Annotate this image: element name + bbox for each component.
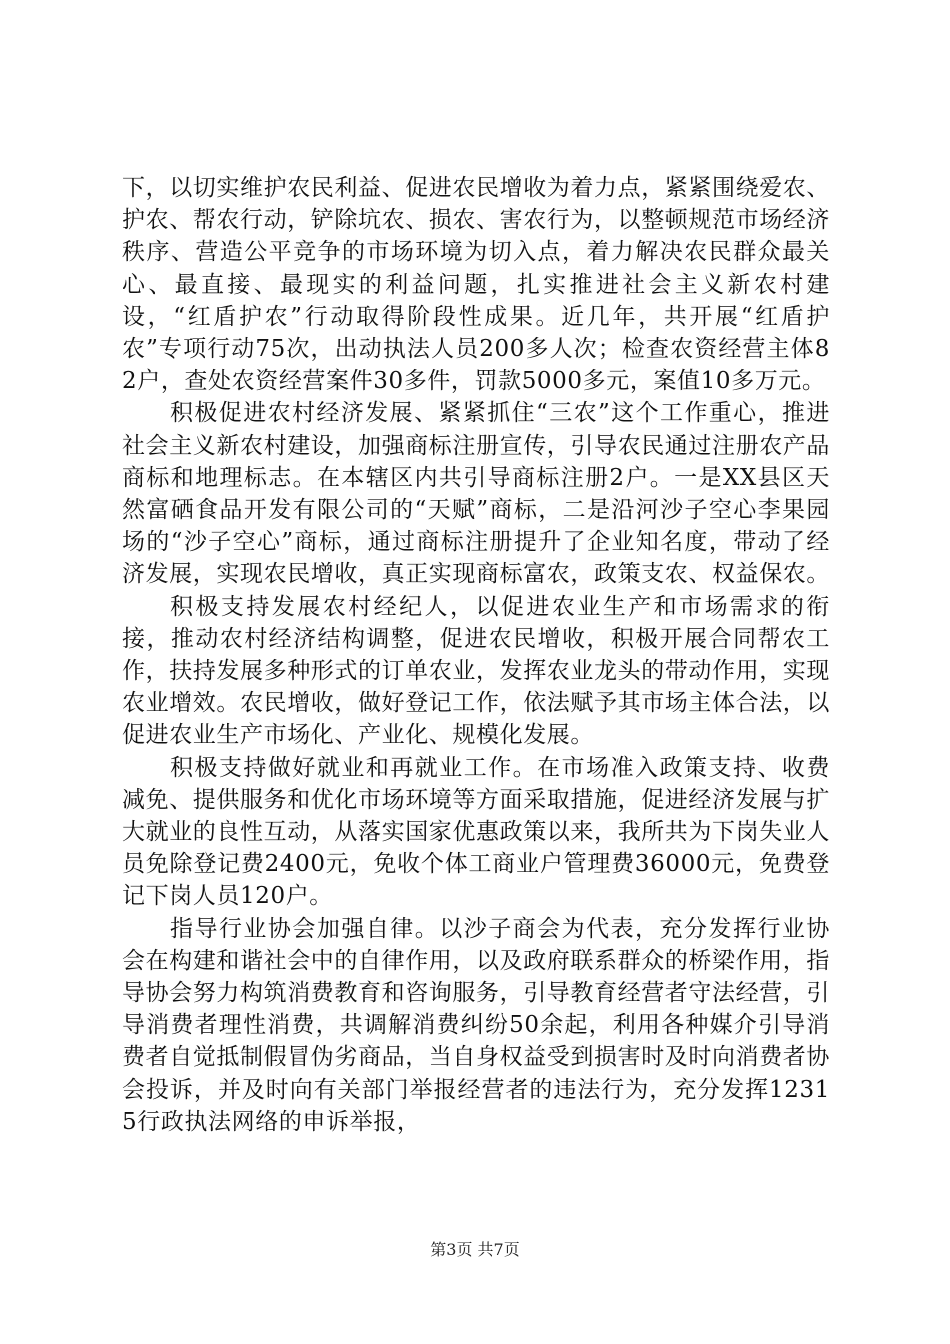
document-body bbox=[122, 172, 830, 1138]
paragraph-3: 积极支持发展农村经纪人，以促进农业生产和市场需求的衔接，推动农村经济结构调整，促进农民增收，积极开展合同帮农工作，扶持发展多种形式的订单农业，发挥农业龙头的带动作用，实现农业增效。农民增收，做好登记工作，依法赋予其市场主体合法，以促进农业生产市场化、产业化、规模化发展。 bbox=[122, 593, 830, 749]
paragraph-1: 下，以切实维护农民利益、促进农民增收为着力点，紧紧围绕爱农、护农、帮农行动，铲除坑农、损农、害农行为，以整顿规范市场经济秩序、营造公平竞争的市场环境为切入点，着力解决农民群众最关心、最直接、最现实的利益问题，扎实推进社会主义新农村建设，“红盾护农”行动取得阶段性成果。近几年，共开展“红盾护农”专项行动75次，出动执法人员200多人次；检查农资经营主体82户，查处农资经营案件30多件，罚款5000多元，案值10多万元。 bbox=[122, 175, 830, 395]
page-footer: 第3页 共7页 bbox=[430, 1240, 520, 1259]
paragraph-2: 积极促进农村经济发展、紧紧抓住“三农”这个工作重心，推进社会主义新农村建设，加强商标注册宣传，引导农民通过注册农产品商标和地理标志。在本辖区内共引导商标注册2户。一是XX县区天然富硒食品开发有限公司的“天赋”商标，二是沿河沙子空心李果园场的“沙子空心”商标，通过商标注册提升了企业知名度，带动了经济发展，实现农民增收，真正实现商标富农，政策支农、权益保农。 bbox=[122, 400, 830, 588]
paragraph-5: 指导行业协会加强自律。以沙子商会为代表，充分发挥行业协会在构建和谐社会中的自律作用，以及政府联系群众的桥梁作用，指导协会努力构筑消费教育和咨询服务，引导教育经营者守法经营，引导消费者理性消费，共调解消费纠纷50余起，利用各种媒介引导消费者自觉抵制假冒伪劣商品，当自身权益受到损害时及时向消费者协会投诉，并及时向有关部门举报经营者的违法行为，充分发挥12315行政执法网络的申诉举报， bbox=[122, 915, 830, 1135]
paragraph-4: 积极支持做好就业和再就业工作。在市场准入政策支持、收费减免、提供服务和优化市场环境等方面采取措施，促进经济发展与扩大就业的良性互动，从落实国家优惠政策以来，我所共为下岗失业人员免除登记费2400元，免收个体工商业户管理费36000元，免费登记下岗人员120户。 bbox=[122, 754, 830, 910]
